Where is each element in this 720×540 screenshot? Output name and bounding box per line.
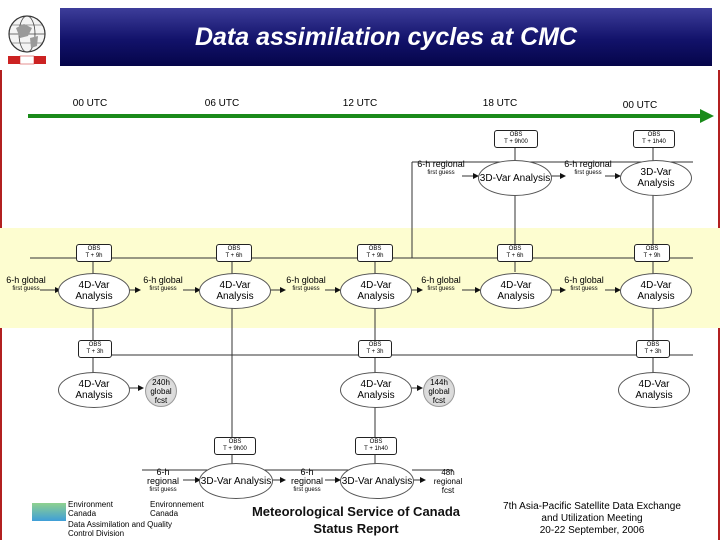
analysis-3dvar-node: 3D-Var Analysis xyxy=(340,463,414,499)
footer-service-title: Meteorological Service of Canada Status Report xyxy=(251,504,461,536)
regional-first-guess: 6-h regional first guess xyxy=(417,159,465,176)
global-first-guess: 6-h global first guess xyxy=(143,275,183,292)
environment-canada-logo-icon xyxy=(32,503,66,521)
footer-env-fr: Environnement Canada xyxy=(150,500,204,518)
obs-box: OBS T + 3h xyxy=(78,340,112,358)
timeline-label-18utc: 18 UTC xyxy=(482,98,518,109)
analysis-4dvar-node: 4D-Var Analysis xyxy=(58,372,130,408)
obs-box: OBS T + 6h xyxy=(216,244,252,262)
obs-box: OBS T + 9h00 xyxy=(494,130,538,148)
obs-box: OBS T + 9h xyxy=(357,244,393,262)
analysis-4dvar-node: 4D-Var Analysis xyxy=(199,273,271,309)
global-first-guess: 6-h global first guess xyxy=(421,275,461,292)
global-first-guess: 6-h global first guess xyxy=(6,275,46,292)
obs-box: OBS T + 6h xyxy=(497,244,533,262)
global-forecast-144h: 144h global fcst xyxy=(423,375,455,407)
global-first-guess: 6-h global first guess xyxy=(286,275,326,292)
footer-env-en: Environment Canada xyxy=(68,500,113,518)
obs-box: OBS T + 9h xyxy=(76,244,112,262)
timeline-label-12utc: 12 UTC xyxy=(342,98,378,109)
regional-first-guess: 6-h regional first guess xyxy=(564,159,612,176)
analysis-3dvar-node: 3D-Var Analysis xyxy=(478,160,552,196)
timeline-label-00utc-next: 00 UTC xyxy=(622,100,658,111)
obs-box: OBS T + 1h40 xyxy=(355,437,397,455)
analysis-3dvar-node: 3D-Var Analysis xyxy=(199,463,273,499)
regional-first-guess: 6-h regional first guess xyxy=(146,467,180,493)
obs-box: OBS T + 9h xyxy=(634,244,670,262)
analysis-3dvar-node: 3D-Var Analysis xyxy=(620,160,692,196)
page-title: Data assimilation cycles at CMC xyxy=(194,23,578,51)
analysis-4dvar-node: 4D-Var Analysis xyxy=(340,372,412,408)
footer-workshop: 7th Asia-Pacific Satellite Data Exchange and Utilization Meeting 20-22 September, 2006 xyxy=(503,501,681,536)
obs-box: OBS T + 3h xyxy=(358,340,392,358)
analysis-4dvar-node: 4D-Var Analysis xyxy=(340,273,412,309)
footer-division: Data Assimilation and Quality Control Division xyxy=(68,520,173,538)
analysis-4dvar-node: 4D-Var Analysis xyxy=(620,273,692,309)
timeline-label-06utc: 06 UTC xyxy=(204,98,240,109)
analysis-4dvar-node: 4D-Var Analysis xyxy=(58,273,130,309)
global-forecast-240h: 240h global fcst xyxy=(145,375,177,407)
timeline-label-00utc: 00 UTC xyxy=(72,98,108,109)
obs-box: OBS T + 9h00 xyxy=(214,437,256,455)
obs-box: OBS T + 1h40 xyxy=(633,130,675,148)
global-first-guess: 6-h global first guess xyxy=(564,275,604,292)
analysis-4dvar-node: 4D-Var Analysis xyxy=(480,273,552,309)
regional-forecast-48h: 48h regional fcst xyxy=(433,468,463,495)
regional-first-guess: 6-h regional first guess xyxy=(290,467,324,493)
analysis-4dvar-node: 4D-Var Analysis xyxy=(618,372,690,408)
obs-box: OBS T + 3h xyxy=(636,340,670,358)
